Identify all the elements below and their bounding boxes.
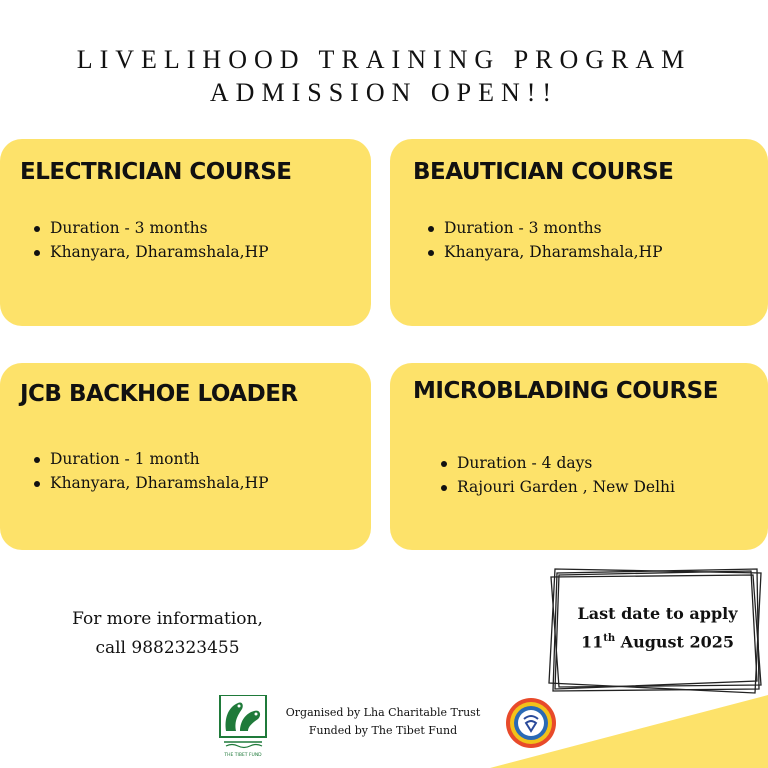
course-duration: Duration - 3 months xyxy=(32,216,269,240)
page-title-line1: LIVELIHOOD TRAINING PROGRAM xyxy=(76,45,692,74)
page-title-line2: ADMISSION OPEN!! xyxy=(209,78,559,107)
organiser-text: Organised by Lha Charitable Trust xyxy=(285,706,481,719)
course-details-list xyxy=(32,447,269,495)
course-title: JCB BACKHOE LOADER xyxy=(20,381,298,407)
course-card-beautician xyxy=(390,139,768,326)
course-location: Khanyara, Dharamshala,HP xyxy=(426,240,663,264)
course-title: MICROBLADING COURSE xyxy=(413,378,718,404)
course-card-electrician xyxy=(0,139,371,326)
funder-text: Funded by The Tibet Fund xyxy=(308,724,458,737)
course-card-jcb xyxy=(0,363,371,550)
deadline-label: Last date to apply xyxy=(577,604,738,623)
tibet-fund-logo xyxy=(218,695,268,759)
svg-text:THE TIBET FUND: THE TIBET FUND xyxy=(224,753,262,758)
course-title: ELECTRICIAN COURSE xyxy=(20,159,292,185)
course-location: Khanyara, Dharamshala,HP xyxy=(32,240,269,264)
course-duration: Duration - 4 days xyxy=(439,451,675,475)
contact-info xyxy=(50,605,285,663)
course-duration: Duration - 1 month xyxy=(32,447,269,471)
contact-line1: For more information, xyxy=(72,609,263,629)
course-location: Khanyara, Dharamshala,HP xyxy=(32,471,269,495)
course-location: Rajouri Garden , New Delhi xyxy=(439,475,675,499)
course-details-list xyxy=(32,216,269,264)
deadline-date: 11th August 2025 xyxy=(580,632,735,652)
course-title: BEAUTICIAN COURSE xyxy=(413,159,674,185)
course-card-microblading xyxy=(390,363,768,550)
lha-trust-seal-logo xyxy=(505,697,557,749)
course-details-list xyxy=(439,451,675,499)
course-duration: Duration - 3 months xyxy=(426,216,663,240)
contact-phone: call 9882323455 xyxy=(95,638,240,658)
course-details-list xyxy=(426,216,663,264)
organiser-info xyxy=(278,704,488,740)
deadline-box xyxy=(560,601,755,654)
